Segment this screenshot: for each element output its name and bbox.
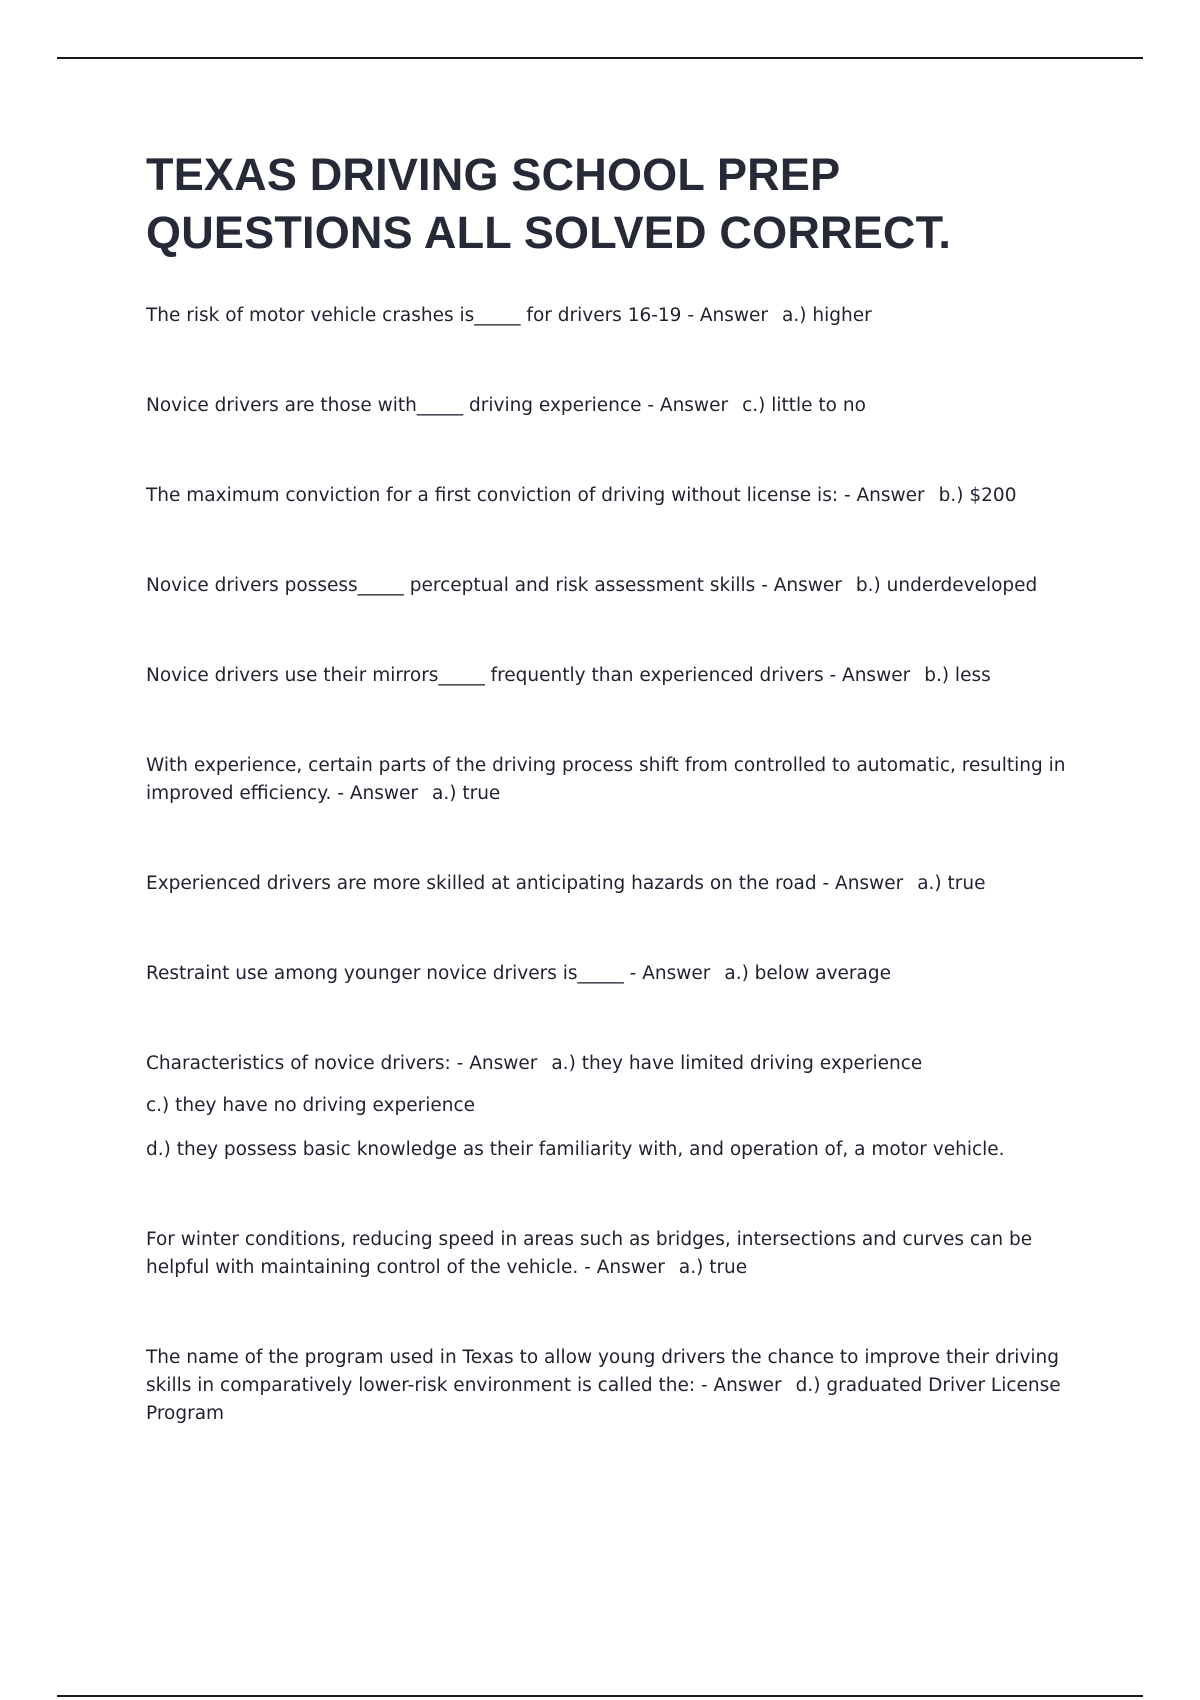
answer-extra: c.) they have no driving experience xyxy=(146,1095,475,1116)
qa-item xyxy=(146,662,1086,690)
question-text: The risk of motor vehicle crashes is_____ for drivers 16-19 xyxy=(146,305,682,326)
answer-label: - Answer xyxy=(629,963,711,984)
answer-text: a.) true xyxy=(432,783,501,804)
question-text: The maximum conviction for a first conviction of driving without license is: xyxy=(146,485,839,506)
answer-label: - Answer xyxy=(337,783,419,804)
answer-label: - Answer xyxy=(822,873,904,894)
qa-item xyxy=(146,572,1086,600)
answer-text: a.) they have limited driving experience xyxy=(551,1053,923,1074)
document-title: TEXAS DRIVING SCHOOL PREP QUESTIONS ALL SOLVED CORRECT. xyxy=(146,149,952,258)
qa-item xyxy=(146,1050,1086,1164)
answer-label: - Answer xyxy=(687,305,769,326)
answer-text: a.) true xyxy=(678,1257,748,1278)
question-text: Novice drivers possess_____ perceptual and risk assessment skills xyxy=(146,575,756,596)
question-text: Experienced drivers are more skilled at anticipating hazards on the road xyxy=(146,873,817,894)
answer-extra: d.) they possess basic knowledge as their familiarity with, and operation of, a motor vehicle. xyxy=(146,1139,1005,1160)
answer-label: - Answer xyxy=(843,485,925,506)
answer-text: a.) below average xyxy=(724,963,892,984)
answer-text: b.) less xyxy=(924,665,991,686)
answer-text: b.) underdeveloped xyxy=(855,575,1038,596)
question-text: Restraint use among younger novice drivers is_____ xyxy=(146,963,624,984)
answer-label: - Answer xyxy=(584,1257,665,1278)
answer-text: c.) little to no xyxy=(742,395,866,416)
question-text: The name of the program used in Texas to allow young drivers the chance to improve their driving skills in comparatively lower-risk environment is called the: xyxy=(146,1347,1060,1396)
answer-label: - Answer xyxy=(456,1053,538,1074)
question-text: Novice drivers are those with_____ driving experience xyxy=(146,395,642,416)
qa-item xyxy=(146,1344,1086,1428)
answer-text: d.) graduated Driver License Program xyxy=(146,1375,1061,1424)
question-text: Characteristics of novice drivers: xyxy=(146,1053,451,1074)
document-body xyxy=(146,146,1086,1490)
qa-item xyxy=(146,870,1086,898)
answer-extra-list xyxy=(146,1092,1086,1164)
qa-item xyxy=(146,392,1086,420)
qa-list xyxy=(146,302,1086,1428)
qa-item xyxy=(146,482,1086,510)
answer-text: a.) higher xyxy=(782,305,872,326)
question-text: With experience, certain parts of the driving process shift from controlled to automatic, resulting in improved efficiency. xyxy=(146,755,1066,804)
answer-label: - Answer xyxy=(761,575,842,596)
top-rule xyxy=(57,57,1143,59)
answer-label: - Answer xyxy=(829,665,911,686)
question-text: Novice drivers use their mirrors_____ frequently than experienced drivers xyxy=(146,665,824,686)
answer-label: - Answer xyxy=(647,395,729,416)
qa-item xyxy=(146,752,1086,808)
qa-item xyxy=(146,302,1086,330)
answer-text: b.) $200 xyxy=(938,485,1017,506)
qa-item xyxy=(146,960,1086,988)
bottom-rule xyxy=(57,1695,1143,1697)
answer-text: a.) true xyxy=(917,873,986,894)
question-text: For winter conditions, reducing speed in areas such as bridges, intersections and curves can be helpful with maintaining control of the vehicle. xyxy=(146,1229,1033,1278)
qa-item xyxy=(146,1226,1086,1282)
answer-label: - Answer xyxy=(700,1375,782,1396)
